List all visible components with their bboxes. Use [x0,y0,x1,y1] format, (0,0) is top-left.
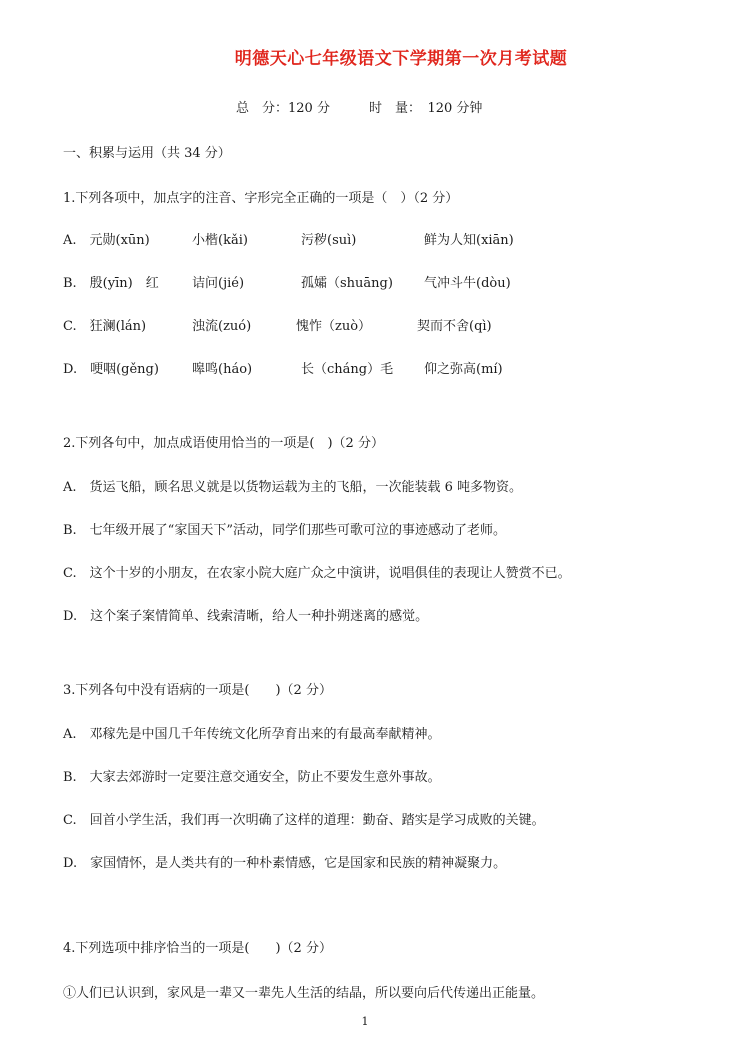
q2-option-c: C. 这个十岁的小朋友，在农家小院大庭广众之中演讲，说唱俱佳的表现让人赞赏不已。 [63,566,571,581]
q1-option-d-3: 长（cháng）毛 [301,362,394,377]
question-4-stem: 4.下列选项中排序恰当的一项是( )（2 分） [63,941,332,956]
q3-option-b: B. 大家去郊游时一定要注意交通安全，防止不要发生意外事故。 [63,770,441,785]
q1-option-c-1: C. 狂澜(lán) [63,319,147,334]
q1-option-b-4: 气冲斗牛(dòu) [424,276,511,291]
q2-option-d: D. 这个案子案情简单、线索清晰，给人一种扑朔迷离的感觉。 [63,609,429,624]
section-heading: 一、积累与运用（共 34 分） [63,146,231,161]
q1-option-b-2: 诘问(jié) [192,276,245,291]
page-number: 1 [361,1015,369,1028]
q1-option-d-2: 嗥鸣(háo) [192,362,253,377]
q3-option-a: A. 邓稼先是中国几千年传统文化所孕育出来的有最高奉献精神。 [63,727,441,742]
exam-title: 明德天心七年级语文下学期第一次月考试题 [234,49,568,69]
q3-option-c: C. 回首小学生活，我们再一次明确了这样的道理：勤奋、踏实是学习成败的关键。 [63,813,545,828]
q1-option-b-1: B. 殷(yīn) 红 [63,276,159,291]
q4-item-1: ①人们已认识到，家风是一辈又一辈先人生活的结晶，所以要向后代传递出正能量。 [63,986,545,1001]
q1-option-c-4: 契而不舍(qì) [417,319,492,334]
q1-option-a-1: A. 元勋(xūn) [63,233,150,248]
exam-meta: 总 分：120 分 时 量： 120 分钟 [236,101,483,116]
question-2-stem: 2.下列各句中，加点成语使用恰当的一项是( )（2 分） [63,436,384,451]
q1-option-d-4: 仰之弥高(mí) [424,362,503,377]
q2-option-b: B. 七年级开展了“家国天下”活动，同学们那些可歌可泣的事迹感动了老师。 [63,523,506,538]
q3-option-d: D. 家国情怀，是人类共有的一种朴素情感，它是国家和民族的精神凝聚力。 [63,856,507,871]
question-1-stem: 1.下列各项中，加点字的注音、字形完全正确的一项是（ ）（2 分） [63,191,459,206]
q2-option-a: A. 货运飞船，顾名思义就是以货物运载为主的飞船，一次能装载 6 吨多物资。 [63,480,523,495]
q1-option-d-1: D. 哽咽(gěng) [63,362,159,377]
question-3-stem: 3.下列各句中没有语病的一项是( )（2 分） [63,683,332,698]
q1-option-a-2: 小楷(kǎi) [192,233,248,248]
q1-option-a-3: 污秽(suì) [301,233,357,248]
q1-option-c-3: 愧怍（zuò） [296,319,372,334]
q1-option-a-4: 鲜为人知(xiān) [424,233,514,248]
q1-option-c-2: 浊流(zuó) [192,319,252,334]
q1-option-b-3: 孤孀（shuāng) [301,276,393,291]
